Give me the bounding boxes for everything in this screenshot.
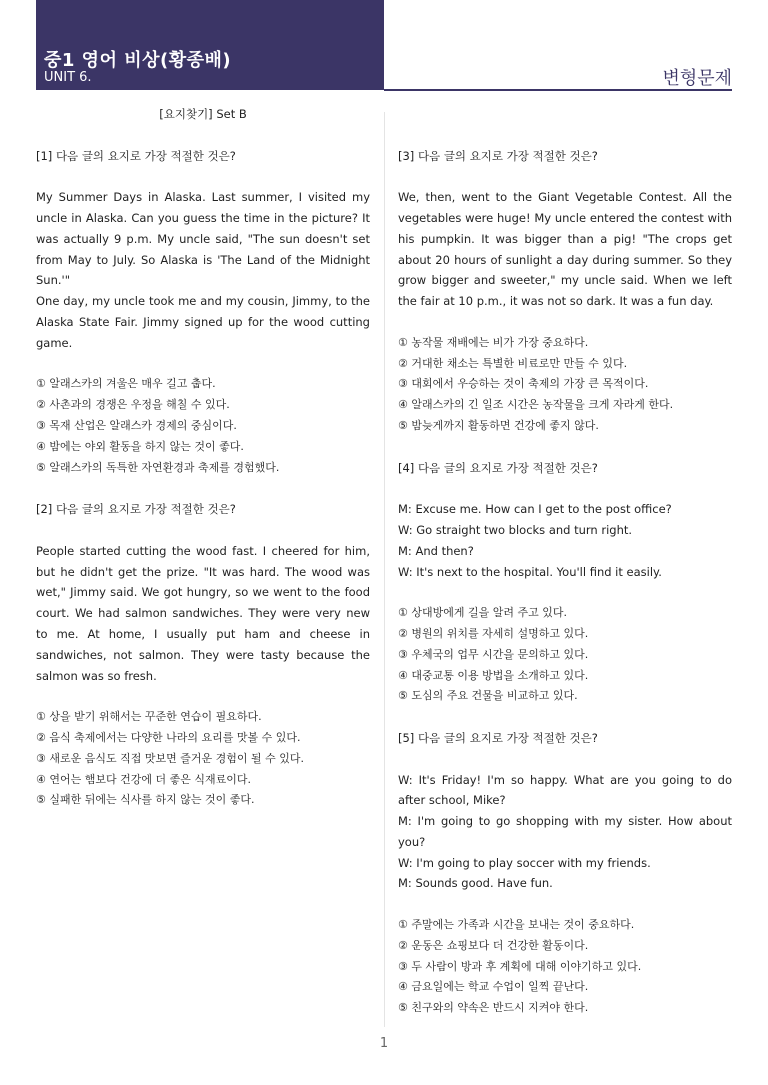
answer-option[interactable]: ③ 새로운 음식도 직접 맛보면 즐거운 경험이 될 수 있다. [36,751,304,765]
column-divider [384,112,385,1027]
answer-option[interactable]: ① 알래스카의 겨울은 매우 길고 춥다. [36,377,216,391]
answer-option[interactable]: ① 농작물 재배에는 비가 가장 중요하다. [398,335,589,349]
left-column [36,104,370,811]
answer-option[interactable]: ⑤ 알래스카의 독특한 자연환경과 축제를 경험했다. [36,460,280,474]
question-block [36,146,370,479]
question-block [398,728,732,1019]
answer-option[interactable]: ② 사촌과의 경쟁은 우정을 해칠 수 있다. [36,398,230,412]
answer-option[interactable]: ⑤ 친구와의 약속은 반드시 지켜야 한다. [398,1001,589,1015]
passage-line: We, then, went to the Giant Vegetable Contest. All the vegetables were huge! My uncle entered the contest with his pumpkin. It was bigger than a pig! "The crops get about 20 hours of sunlight a day during summer. So they grow bigger and sweeter," my uncle said. When we left the fair at 10 p.m., it was not so dark. It was a fun day. [398,190,732,309]
question-heading: [2] 다음 글의 요지로 가장 적절한 것은? [36,502,236,517]
answer-option[interactable]: ④ 금요일에는 학교 수업이 일찍 끝난다. [398,980,589,994]
answer-option[interactable]: ② 거대한 채소는 특별한 비료로만 만들 수 있다. [398,356,628,370]
passage-line: W: It's Friday! I'm so happy. What are you going to do after school, Mike? [398,772,732,808]
answer-option[interactable]: ⑤ 실패한 뒤에는 식사를 하지 않는 것이 좋다. [36,793,255,807]
answer-options [398,333,732,437]
passage-line: W: Go straight two blocks and turn right. [398,522,633,537]
question-passage [398,187,732,312]
passage-line: M: And then? [398,543,474,558]
passage-line: My Summer Days in Alaska. Last summer, I visited my uncle in Alaska. Can you guess the time in the picture? It was actually 9 p.m. My uncle said, "The sun doesn't set from May to July. So Alaska is 'The Land of the Midnight Sun.'" [36,190,370,288]
section-label: 변형문제 [662,68,732,89]
answer-option[interactable]: ④ 연어는 햄보다 건강에 더 좋은 식재료이다. [36,772,251,786]
answer-option[interactable]: ③ 대회에서 우승하는 것이 축제의 가장 큰 목적이다. [398,377,649,391]
passage-line: W: I'm going to play soccer with my friends. [398,855,651,870]
answer-option[interactable]: ③ 두 사람이 방과 후 계획에 대해 이야기하고 있다. [398,959,642,973]
question-heading: [1] 다음 글의 요지로 가장 적절한 것은? [36,148,236,163]
answer-option[interactable]: ⑤ 밤늦게까지 활동하면 건강에 좋지 않다. [398,418,599,432]
answer-option[interactable]: ⑤ 도심의 주요 건물을 비교하고 있다. [398,689,578,703]
question-block [36,499,370,811]
question-heading: [3] 다음 글의 요지로 가장 적절한 것은? [398,148,598,163]
answer-option[interactable]: ③ 우체국의 업무 시간을 문의하고 있다. [398,647,589,661]
question-block [398,146,732,437]
answer-option[interactable]: ④ 알래스카의 긴 일조 시간은 농작물을 크게 자라게 한다. [398,398,674,412]
right-column [398,104,732,1019]
document-title: 중1 영어 비상(황종배) [44,50,232,71]
unit-label: UNIT 6. [44,70,92,85]
passage-line: People started cutting the wood fast. I cheered for him, but he didn't get the prize. "It was hard. The wood was wet," Jimmy said. We got hungry, so we went to the food court. We had salmon sandwiches. They were very new to me. At home, I usually put ham and cheese in sandwiches, not salmon. They were tasty because the salmon was so fresh. [36,543,370,683]
question-heading: [4] 다음 글의 요지로 가장 적절한 것은? [398,460,598,475]
passage-line: M: I'm going to go shopping with my sister. How about you? [398,814,732,849]
answer-options [36,374,370,478]
passage-line: M: Sounds good. Have fun. [398,876,553,891]
answer-option[interactable]: ① 상대방에게 길을 알려 주고 있다. [398,606,567,620]
set-label: [요지찾기] Set B [159,107,247,121]
answer-options [398,915,732,1019]
passage-line: W: It's next to the hospital. You'll find it easily. [398,564,662,579]
page-number: 1 [379,1036,389,1051]
answer-option[interactable]: ② 운동은 쇼핑보다 더 건강한 활동이다. [398,938,589,952]
passage-line: M: Excuse me. How can I get to the post office? [398,502,672,517]
answer-option[interactable]: ② 음식 축제에서는 다양한 나라의 요리를 맛볼 수 있다. [36,730,301,744]
answer-options [398,603,732,707]
answer-option[interactable]: ③ 목재 산업은 알래스카 경제의 중심이다. [36,418,237,432]
title-banner [36,0,384,90]
answer-option[interactable]: ④ 밤에는 야외 활동을 하지 않는 것이 좋다. [36,439,244,453]
question-block [398,458,732,708]
passage-line: One day, my uncle took me and my cousin, Jimmy, to the Alaska State Fair. Jimmy signed up for the wood cutting game. [36,294,370,350]
answer-option[interactable]: ① 상을 받기 위해서는 꾸준한 연습이 필요하다. [36,710,262,724]
question-passage [36,541,370,687]
question-passage [398,770,732,895]
answer-option[interactable]: ① 주말에는 가족과 시간을 보내는 것이 중요하다. [398,918,635,932]
answer-options [36,707,370,811]
question-heading: [5] 다음 글의 요지로 가장 적절한 것은? [398,730,598,745]
question-passage [36,187,370,353]
answer-option[interactable]: ④ 대중교통 이용 방법을 소개하고 있다. [398,668,589,682]
question-passage [398,499,732,582]
answer-option[interactable]: ② 병원의 위치를 자세히 설명하고 있다. [398,626,589,640]
